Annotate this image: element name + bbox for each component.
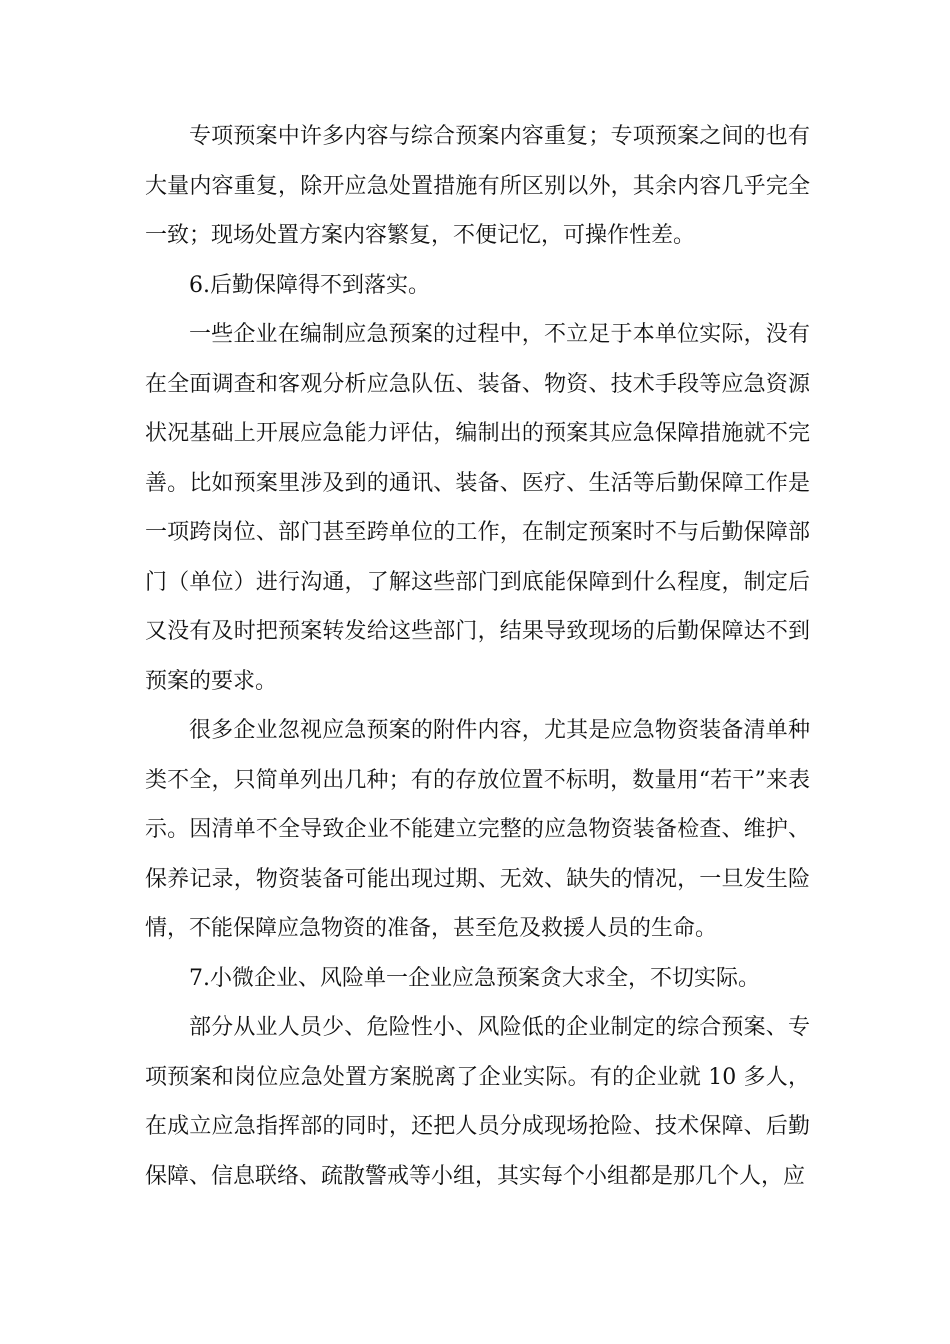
heading-small-enterprise: 7.小微企业、风险单一企业应急预案贪大求全，不切实际。 xyxy=(189,965,760,991)
paragraph-appendix-list: 很多企业忽视应急预案的附件内容，尤其是应急物资装备清单种类不全，只简单列出几种；有的存放位置不标明，数量用“若干”来表示。因清单不全导致企业不能建立完整的应急物资装备检查、维护、保养记录，物资装备可能出现过期、无效、缺失的情况，一旦发生险情，不能保障应急物资的准备，甚至危及救援人员的生命。 xyxy=(145,718,810,941)
heading-logistics: 6.后勤保障得不到落实。 xyxy=(189,272,430,298)
paragraph-logistics-detail: 一些企业在编制应急预案的过程中，不立足于本单位实际，没有在全面调查和客观分析应急队伍、装备、物资、技术手段等应急资源状况基础上开展应急能力评估，编制出的预案其应急保障措施就不完善。比如预案里涉及到的通讯、装备、医疗、生活等后勤保障工作是一项跨岗位、部门甚至跨单位的工作，在制定预案时不与后勤保障部门（单位）进行沟通，了解这些部门到底能保障到什么程度，制定后又没有及时把预案转发给这些部门，结果导致现场的后勤保障达不到预案的要求。 xyxy=(145,322,810,694)
document-body xyxy=(145,112,810,1201)
paragraph-small-enterprise-detail: 部分从业人员少、危险性小、风险低的企业制定的综合预案、专项预案和岗位应急处置方案脱离了企业实际。有的企业就 10 多人，在成立应急指挥部的同时，还把人员分成现场抢险、技术保障、后勤保障、信息联络、疏散警戒等小组，其实每个小组都是那几个人，应 xyxy=(145,1015,810,1189)
paragraph-plan-overlap: 专项预案中许多内容与综合预案内容重复；专项预案之间的也有大量内容重复，除开应急处置措施有所区别以外，其余内容几乎完全一致；现场处置方案内容繁复，不便记忆，可操作性差。 xyxy=(145,124,810,248)
